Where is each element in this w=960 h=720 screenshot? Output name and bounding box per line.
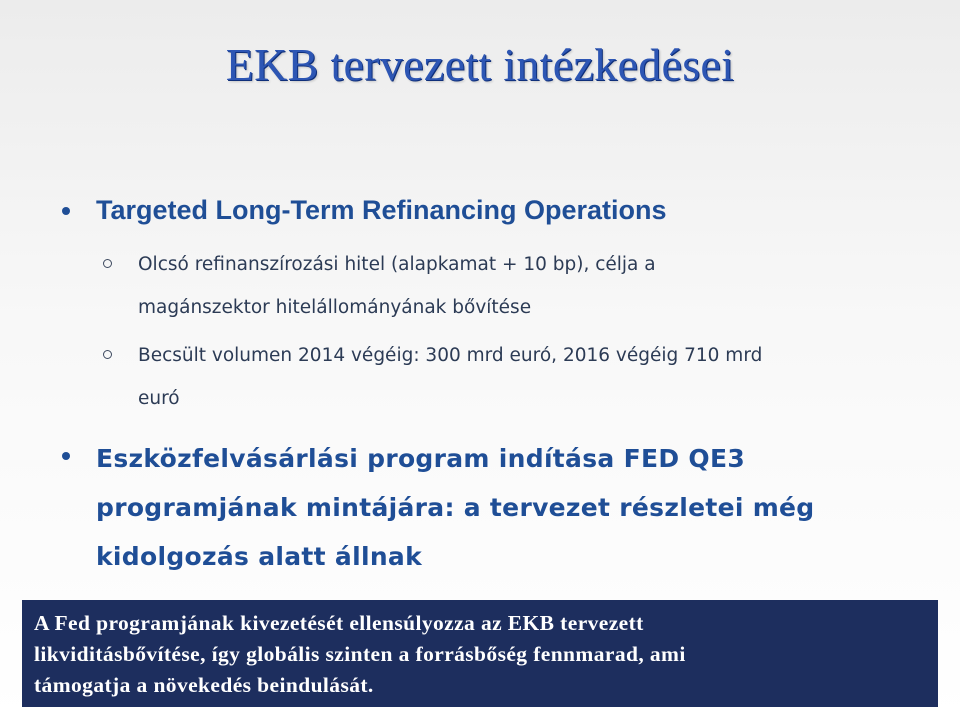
summary-box — [22, 600, 938, 707]
bullet-dot — [62, 207, 70, 215]
sub-bullet-1-line-2: magánszektor hitelállományának bővítése — [138, 297, 532, 318]
sub-bullet-1 — [138, 243, 918, 329]
sub-bullet-2-line-1: Becsült volumen 2014 végéig: 300 mrd euró, 2016 végéig 710 mrd — [138, 345, 763, 366]
summary-line-1: A Fed programjának kivezetését ellensúlyozza az EKB tervezett — [34, 611, 644, 635]
sub-bullet-2 — [138, 334, 918, 420]
sub-bullet-1-line-1: Olcsó refinanszírozási hitel (alapkamat + 10 bp), célja a — [138, 254, 656, 275]
bullet-2-line-3: kidolgozás alatt állnak — [96, 542, 423, 571]
bullet-2-text — [96, 434, 916, 581]
sub-bullet-2-line-2: euró — [138, 388, 180, 409]
sub-bullet-circle — [103, 350, 112, 359]
bullet-dot — [62, 452, 70, 460]
sub-bullet-circle — [103, 259, 112, 268]
summary-line-2: likviditásbővítése, így globális szinten a forrásbőség fennmarad, ami — [34, 642, 686, 666]
bullet-1-text: Targeted Long-Term Refinancing Operations — [96, 195, 667, 225]
bullet-2-line-1: Eszközfelvásárlási program indítása FED QE3 — [96, 444, 746, 473]
summary-line-3: támogatja a növekedés beindulását. — [34, 673, 374, 697]
slide-title: EKB tervezett intézkedései — [225, 39, 735, 90]
bullet-2-line-2: programjának mintájára: a tervezet részletei még — [96, 493, 815, 522]
